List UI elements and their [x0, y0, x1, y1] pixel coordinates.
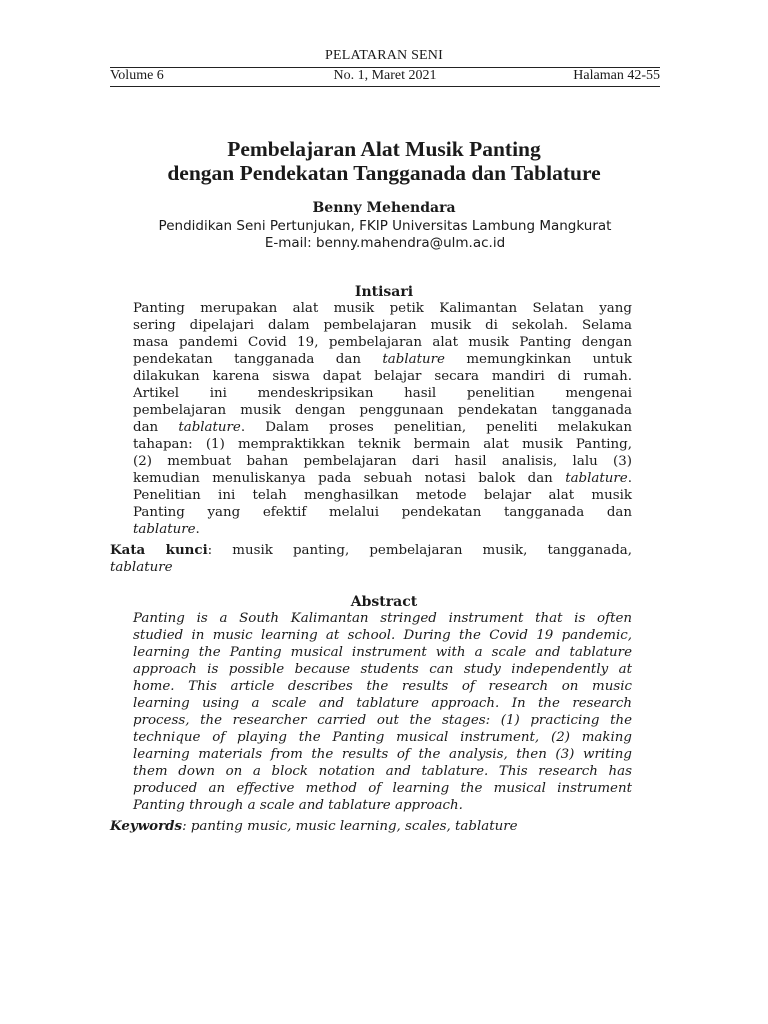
intisari-line: dilakukan karena siswa dapat belajar secara mandiri di rumah. [133, 369, 632, 384]
volume-label: Volume 6 [110, 68, 164, 83]
abstract-line: Panting is a South Kalimantan stringed instrument that is often [133, 611, 632, 626]
intisari-heading: Intisari [354, 284, 414, 300]
author-name: Benny Mehendara [312, 200, 456, 216]
intisari-paragraph [133, 300, 632, 538]
intisari-line: pendekatan tangganada dan tablature memungkinkan untuk [133, 352, 633, 367]
abstract-paragraph [133, 610, 632, 814]
abstract-line: approach is possible because students can study independently at [133, 662, 632, 677]
article-title [0, 137, 768, 185]
journal-name: PELATARAN SENI [325, 48, 443, 63]
kata-kunci [110, 542, 632, 576]
intisari-line: pembelajaran musik dengan penggunaan pendekatan tangganada [133, 403, 632, 418]
intisari-line: tablature. [133, 522, 200, 537]
intisari-line: (2) membuat bahan pembelajaran dari hasil analisis, lalu (3) [133, 454, 632, 469]
kata-kunci-text: : musik panting, pembelajaran musik, tangganada, [207, 543, 633, 558]
keywords-text: : panting music, music learning, scales, tablature [182, 819, 518, 834]
intisari-line: kemudian menuliskanya pada sebuah notasi balok dan tablature. [133, 471, 632, 486]
intisari-line: sering dipelajari dalam pembelajaran musik di sekolah. Selama [133, 318, 632, 333]
title-line-2: dengan Pendekatan Tangganada dan Tablature [167, 161, 601, 185]
issue-label: No. 1, Maret 2021 [333, 68, 437, 83]
abstract-line: studied in music learning at school. During the Covid 19 pandemic, [133, 628, 632, 643]
pages-label: Halaman 42-55 [573, 68, 660, 83]
abstract-line: produced an effective method of learning the musical instrument [133, 781, 632, 796]
title-line-1: Pembelajaran Alat Musik Panting [227, 137, 541, 161]
running-header [110, 67, 660, 87]
abstract-line: learning materials from the results of the analysis, then (3) writing [133, 747, 632, 762]
abstract-line: technique of playing the Panting musical instrument, (2) making [133, 730, 632, 745]
abstract-line: them down on a block notation and tablature. This research has [133, 764, 632, 779]
intisari-line: Panting merupakan alat musik petik Kalimantan Selatan yang [133, 301, 632, 316]
intisari-line: Panting yang efektif melalui pendekatan tangganada dan [133, 505, 632, 520]
intisari-line: Artikel ini mendeskripsikan hasil penelitian mengenai [133, 386, 632, 401]
abstract-heading: Abstract [350, 594, 418, 610]
author-email: E-mail: benny.mahendra@ulm.ac.id [264, 235, 506, 251]
intisari-line: masa pandemi Covid 19, pembelajaran alat musik Panting dengan [133, 335, 632, 350]
kata-kunci-text-2: tablature [110, 560, 173, 575]
abstract-line: home. This article describes the results of research on music [133, 679, 632, 694]
intisari-line: Penelitian ini telah menghasilkan metode belajar alat musik [133, 488, 632, 503]
abstract-line: learning using a scale and tablature approach. In the research [133, 696, 632, 711]
keywords-label: Keywords [110, 818, 183, 834]
abstract-line: learning the Panting musical instrument with a scale and tablature [133, 645, 632, 660]
abstract-line: Panting through a scale and tablature approach. [133, 798, 463, 813]
abstract-line: process, the researcher carried out the stages: (1) practicing the [133, 713, 632, 728]
kata-kunci-label: Kata kunci [110, 542, 208, 558]
intisari-line: dan tablature. Dalam proses penelitian, peneliti melakukan [133, 420, 633, 435]
intisari-line: tahapan: (1) mempraktikkan teknik bermain alat musik Panting, [133, 437, 632, 452]
keywords [110, 818, 632, 835]
author-affiliation: Pendidikan Seni Pertunjukan, FKIP Universitas Lambung Mangkurat [158, 218, 612, 234]
